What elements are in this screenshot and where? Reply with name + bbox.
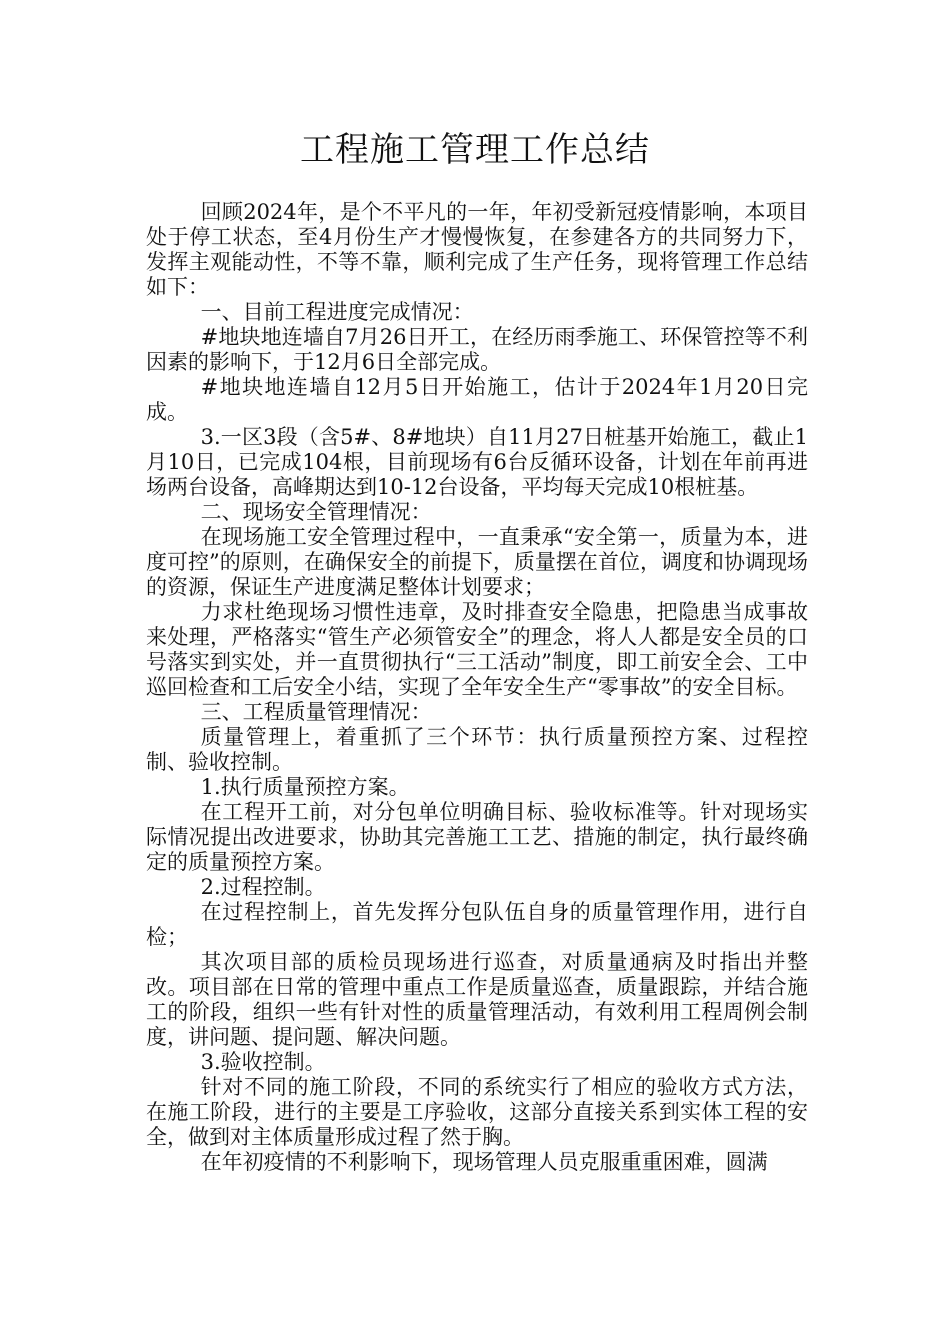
section-heading-quality: 三、工程质量管理情况： [200, 700, 432, 724]
paragraph-10: 质量管理上，着重抓了三个环节：执行质量预控方案、过程控制、验收控制。 [146, 725, 808, 774]
paragraph-14: 在过程控制上，首先发挥分包队伍自身的质量管理作用，进行自检； [146, 900, 808, 949]
paragraph-4: #地块地连墙自12月5日开始施工，估计于2024年1月20日完成。 [146, 375, 808, 424]
paragraph-3: #地块地连墙自7月26日开工，在经历雨季施工、环保管控等不利因素的影响下，于12月6日全部完成。 [146, 325, 808, 374]
paragraph-7: 在现场施工安全管理过程中，一直秉承“安全第一，质量为本，进度可控”的原则，在确保安全的前提下，质量摆在首位，调度和协调现场的资源，保证生产进度满足整体计划要求； [146, 525, 808, 599]
section-heading-progress: 一、目前工程进度完成情况： [200, 300, 474, 324]
subheading-process-control: 2.过程控制。 [200, 875, 326, 899]
paragraph-18: 在年初疫情的不利影响下，现场管理人员克服重重困难，圆满 [200, 1150, 768, 1174]
paragraph-1: 回顾2024年，是个不平凡的一年，年初受新冠疫情影响，本项目处于停工状态，至4月份生产才慢慢恢复，在参建各方的共同努力下，发挥主观能动性，不等不靠，顺利完成了生产任务，现将管理工作总结如下： [146, 200, 808, 299]
paragraph-8: 力求杜绝现场习惯性违章，及时排查安全隐患，把隐患当成事故来处理，严格落实“管生产必须管安全”的理念，将人人都是安全员的口号落实到实处，并一直贯彻执行“三工活动”制度，即工前安全会、工中巡回检查和工后安全小结，实现了全年安全生产“零事故”的安全目标。 [146, 600, 808, 699]
paragraph-17: 针对不同的施工阶段，不同的系统实行了相应的验收方式方法，在施工阶段，进行的主要是工序验收，这部分直接关系到实体工程的安全，做到对主体质量形成过程了然于胸。 [146, 1075, 808, 1149]
paragraph-15: 其次项目部的质检员现场进行巡查，对质量通病及时指出并整改。项目部在日常的管理中重点工作是质量巡查，质量跟踪，并结合施工的阶段，组织一些有针对性的质量管理活动，有效利用工程周例会制度，讲问题、提问题、解决问题。 [146, 950, 808, 1049]
document-title: 工程施工管理工作总结 [300, 130, 650, 170]
paragraph-12: 在工程开工前，对分包单位明确目标、验收标准等。针对现场实际情况提出改进要求，协助其完善施工工艺、措施的制定，执行最终确定的质量预控方案。 [146, 800, 808, 874]
paragraph-5: 3.一区3段（含5#、8#地块）自11月27日桩基开始施工，截止1月10日，已完成104根，目前现场有6台反循环设备，计划在年前再进场两台设备，高峰期达到10-12台设备，平均每天完成10根桩基。 [146, 425, 808, 499]
section-heading-safety: 二、现场安全管理情况： [200, 500, 432, 524]
subheading-precontrol: 1.执行质量预控方案。 [200, 775, 410, 799]
document-body [146, 200, 808, 1175]
subheading-acceptance-control: 3.验收控制。 [200, 1050, 326, 1074]
